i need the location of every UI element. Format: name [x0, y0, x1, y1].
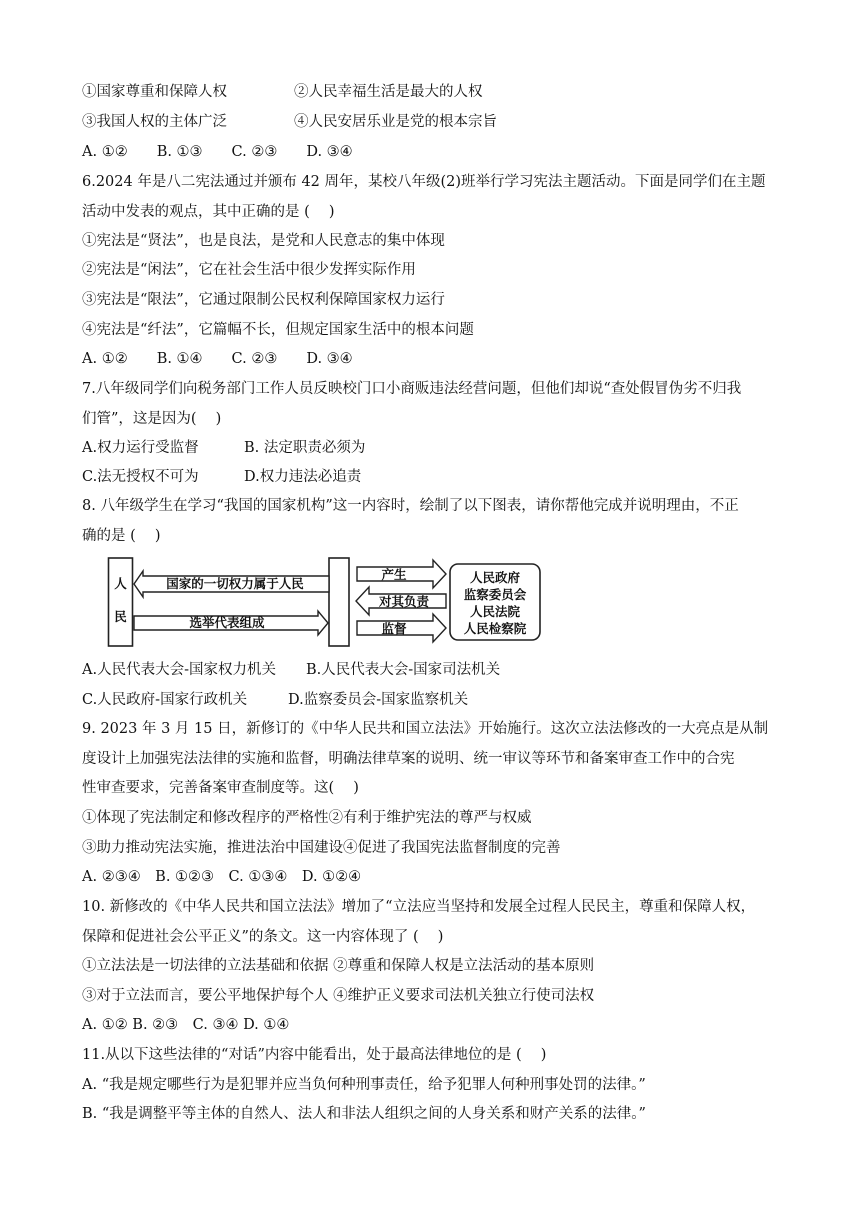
q7-stem-line-1: 7.八年级同学们向税务部门工作人员反映校门口小商贩违法经营问题，但他们却说“查处假冒伪劣不归我: [82, 381, 742, 397]
q5-options-row-2: [82, 112, 497, 132]
q7-option-d: D.权力违法必追责: [244, 469, 362, 485]
q6-stem-line-2: 活动中发表的观点，其中正确的是 ( ): [82, 204, 335, 220]
q10-options-3-4: ③对于立法而言，要公平地保护每个人 ④维护正义要求司法机关独立行使司法权: [82, 988, 595, 1004]
q9-choices: A. ②③④ B. ①②③ C. ①③④ D. ①②④: [82, 869, 362, 885]
arrow-supervise-label: 监督: [381, 621, 407, 636]
q11-option-a: A. “我是规定哪些行为是犯罪并应当负何种刑事责任，给予犯罪人何种刑事处罚的法律。”: [82, 1077, 646, 1093]
q6-choices: A. ①② B. ①④ C. ②③ D. ③④: [82, 351, 353, 367]
state-organs-diagram: [107, 555, 543, 651]
q7-option-a: A.权力运行受监督: [82, 440, 199, 456]
arrow-power-label: 国家的一切权力属于人民: [166, 576, 304, 591]
q11-stem: 11.从以下这些法律的“对话”内容中能看出，处于最高法律地位的是 ( ): [82, 1047, 547, 1063]
people-box: [109, 558, 133, 646]
q5-choices: A. ①② B. ①③ C. ②③ D. ③④: [82, 144, 353, 160]
q7-stem-line-2: 们管”，这是因为( ): [82, 411, 222, 427]
q9-stem-line-1: 9. 2023 年 3 月 15 日，新修订的《中华人民共和国立法法》开始施行。这次立法法修改的一大亮点是从制: [82, 721, 769, 737]
q9-stem-line-2: 度设计上加强宪法法律的实施和监督，明确法律草案的说明、统一审议等环节和备案审查工作中的合宪: [82, 751, 735, 767]
q8-options-row-2: [82, 690, 468, 710]
arrow-produce-label: 产生: [381, 567, 407, 582]
q6-option-1: ①宪法是“贤法”，也是良法，是党和人民意志的集中体现: [82, 233, 445, 249]
q5-option-2: ②人民幸福生活是最大的人权: [294, 84, 483, 100]
arrow-responsible-label: 对其负责: [378, 594, 430, 609]
q6-stem-line-1: 6.2024 年是八二宪法通过并颁布 42 周年，某校八年级(2)班举行学习宪法主题活动。下面是同学们在主题: [82, 174, 766, 190]
q9-options-1-2: ①体现了宪法制定和修改程序的严格性②有利于维护宪法的尊严与权威: [82, 810, 532, 826]
congress-box: [329, 558, 349, 646]
q10-choices: A. ①② B. ②③ C. ③④ D. ①④: [82, 1017, 290, 1033]
organ-court: 人民法院: [469, 604, 521, 619]
q7-option-c: C.法无授权不可为: [82, 469, 199, 485]
q8-option-b: B.人民代表大会-国家司法机关: [306, 662, 501, 678]
people-char-1: 人: [114, 576, 127, 591]
q8-options-row-1: [82, 660, 500, 680]
q8-option-c: C.人民政府-国家行政机关: [82, 692, 248, 708]
q5-option-3: ③我国人权的主体广泛: [82, 114, 227, 130]
q6-option-3: ③宪法是“限法”，它通过限制公民权利保障国家权力运行: [82, 292, 445, 308]
people-char-2: 民: [114, 609, 127, 624]
q11-option-b: B. “我是调整平等主体的自然人、法人和非法人组织之间的人身关系和财产关系的法律。”: [82, 1106, 646, 1122]
arrow-elect-label: 选举代表组成: [189, 615, 265, 630]
q9-stem-line-3: 性审查要求，完善备案审查制度等。这( ): [82, 780, 359, 796]
organ-procuratorate: 人民检察院: [463, 621, 527, 636]
q8-stem-line-1: 8. 八年级学生在学习“我国的国家机构”这一内容时，绘制了以下图表，请你帮他完成并说明理由，不正: [82, 498, 739, 514]
q5-option-1: ①国家尊重和保障人权: [82, 84, 227, 100]
q8-option-d: D.监察委员会-国家监察机关: [288, 692, 469, 708]
q5-options-row-1: [82, 82, 483, 102]
q6-option-2: ②宪法是“闲法”，它在社会生活中很少发挥实际作用: [82, 262, 416, 278]
q8-stem-line-2: 确的是 ( ): [82, 528, 161, 544]
q7-options-row-1: [82, 438, 365, 458]
q8-option-a: A.人民代表大会-国家权力机关: [82, 662, 276, 678]
q6-option-4: ④宪法是“纤法”，它篇幅不长，但规定国家生活中的根本问题: [82, 322, 474, 338]
q10-stem-line-2: 保障和促进社会公平正义”的条文。这一内容体现了 ( ): [82, 929, 444, 945]
organ-government: 人民政府: [469, 570, 521, 585]
q7-option-b: B. 法定职责必须为: [244, 440, 366, 456]
q7-options-row-2: [82, 467, 361, 487]
q5-option-4: ④人民安居乐业是党的根本宗旨: [294, 114, 497, 130]
q9-options-3-4: ③助力推动宪法实施，推进法治中国建设④促进了我国宪法监督制度的完善: [82, 840, 561, 856]
organ-supervisory-commission: 监察委员会: [463, 587, 527, 602]
q10-options-1-2: ①立法法是一切法律的立法基础和依据 ②尊重和保障人权是立法活动的基本原则: [82, 958, 595, 974]
q10-stem-line-1: 10. 新修改的《中华人民共和国立法法》增加了“立法应当坚持和发展全过程人民民主，尊重和保障人权，: [82, 899, 756, 915]
